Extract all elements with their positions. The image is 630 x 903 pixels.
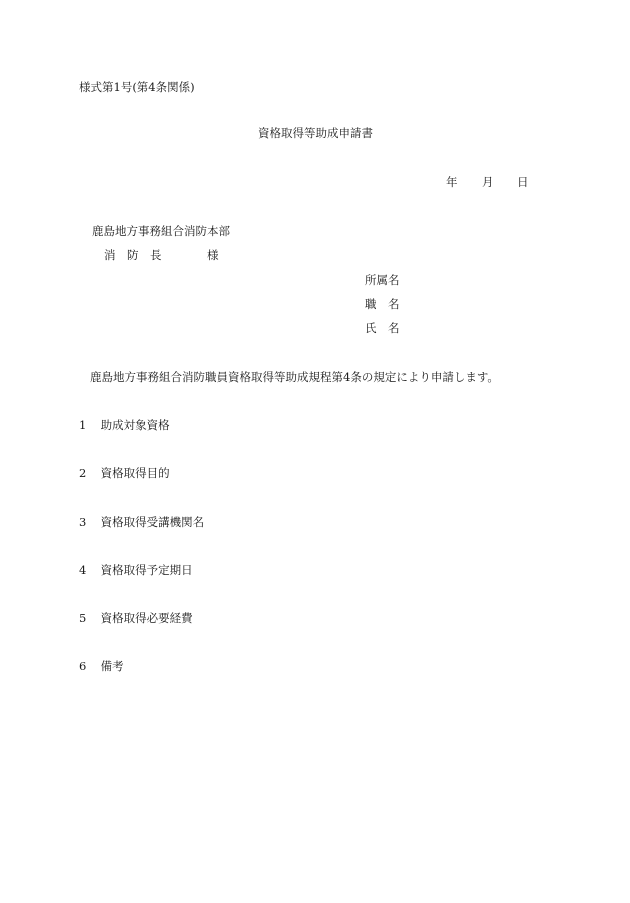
item-number: 3 — [79, 515, 87, 529]
list-item — [79, 515, 204, 529]
item-number: 5 — [79, 611, 87, 625]
item-label: 資格取得予定期日 — [100, 563, 193, 577]
job-title-label: 職 名 — [365, 297, 400, 311]
item-label: 備考 — [100, 659, 124, 673]
item-number: 1 — [79, 418, 87, 432]
item-number: 6 — [79, 659, 87, 673]
list-item — [79, 466, 170, 480]
item-label: 助成対象資格 — [100, 418, 170, 432]
application-statement: 鹿島地方事務組合消防職員資格取得等助成規程第4条の規定により申請します。 — [90, 370, 499, 384]
date-month-label: 月 — [482, 175, 494, 189]
form-number: 様式第1号(第4条関係) — [79, 80, 195, 94]
list-item — [79, 563, 193, 577]
item-label: 資格取得目的 — [100, 466, 170, 480]
item-number: 4 — [79, 563, 87, 577]
item-label: 資格取得受講機関名 — [100, 515, 205, 529]
name-label: 氏 名 — [365, 321, 400, 335]
item-label: 資格取得必要経費 — [100, 611, 193, 625]
addressee-position: 消 防 長 — [104, 248, 162, 262]
document-title: 資格取得等助成申請書 — [258, 126, 373, 140]
item-number: 2 — [79, 466, 87, 480]
date-year-label: 年 — [446, 175, 458, 189]
date-day-label: 日 — [517, 175, 529, 189]
list-item — [79, 418, 170, 432]
addressee-organization: 鹿島地方事務組合消防本部 — [92, 224, 230, 238]
addressee-honorific: 様 — [207, 248, 219, 262]
list-item — [79, 659, 124, 673]
list-item — [79, 611, 193, 625]
affiliation-label: 所属名 — [365, 273, 400, 287]
